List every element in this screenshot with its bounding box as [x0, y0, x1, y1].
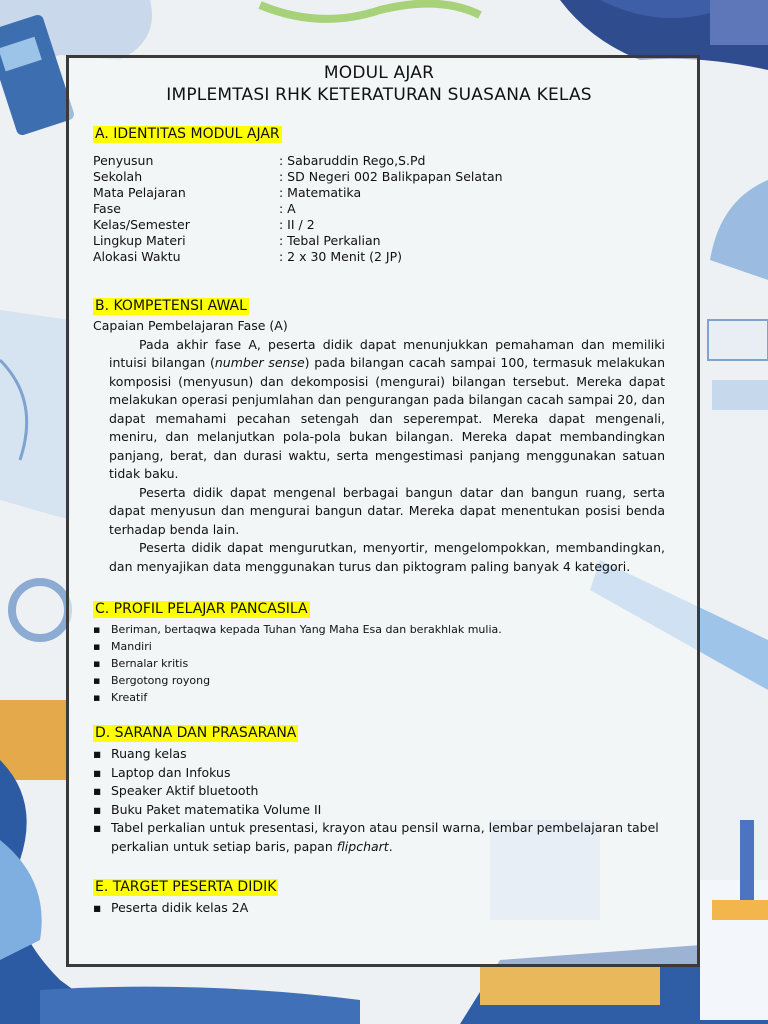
identity-row: [93, 249, 665, 265]
title-line-1: MODUL AJAR: [323, 63, 435, 83]
paragraph-1-emphasis: number sense: [214, 355, 305, 370]
paragraph-1-part-b: ) pada bilangan cacah sampai 100, termasuk melakukan komposisi (menyusun) dan dekomposisi (mengurai) bilangan tersebut. Mereka dapat melakukan operasi penjumlahan dan pengurangan pada bilangan cacah sampai 20, dan dapat memahami pecahan setengah dan seperempat. Mereka dapat mengenali, meniru, dan melanjutkan pola-pola bukan bilangan. Mereka dapat membandingkan panjang, berat, dan durasi waktu, serta mengestimasi panjang menggunakan satuan tidak baku.: [109, 355, 665, 481]
document-content: [93, 62, 665, 918]
section-target: [93, 876, 665, 918]
identity-row: [93, 185, 665, 201]
section-identitas: [93, 123, 665, 265]
list-item: ▪ Laptop dan Infokus: [93, 764, 665, 783]
target-list: [93, 899, 665, 918]
list-item-text: Tabel perkalian untuk presentasi, krayon atau pensil warna, lembar pembelajaran tabel perkalian untuk setiap baris, papan: [111, 820, 659, 854]
section-profil: [93, 598, 665, 706]
section-b-subheading: Capaian Pembelajaran Fase (A): [93, 318, 288, 333]
list-item: ▪ Beriman, bertaqwa kepada Tuhan Yang Maha Esa dan berakhlak mulia.: [93, 621, 665, 638]
identity-row: [93, 169, 665, 185]
paragraph-2: Peserta didik dapat mengenal berbagai bangun datar dan bangun ruang, serta dapat menyusun dan mengurai bangun datar. Mereka dapat menentukan posisi benda terhadap benda lain.: [109, 484, 665, 537]
section-c-heading: C. PROFIL PELAJAR PANCASILA: [95, 601, 308, 617]
row-value: : II / 2: [279, 217, 315, 232]
row-key: Lingkup Materi: [93, 233, 186, 248]
identity-row: [93, 153, 665, 169]
page-title: [93, 62, 665, 106]
list-item: ▪ Bergotong royong: [93, 672, 665, 689]
paragraph-1-part-a: Pada akhir fase A, peserta didik dapat menunjukkan pemahaman dan memiliki intuisi bilangan (: [109, 336, 665, 370]
row-value: : 2 x 30 Menit (2 JP): [279, 249, 403, 264]
row-value: : Sabaruddin Rego,S.Pd: [279, 153, 426, 168]
row-key: Alokasi Waktu: [93, 249, 181, 264]
list-item: ▪ Bernalar kritis: [93, 655, 665, 672]
section-kompetensi: [93, 295, 665, 576]
row-key: Penyusun: [93, 153, 154, 168]
identity-row: [93, 217, 665, 233]
sarana-list: [93, 745, 665, 856]
section-a-heading: A. IDENTITAS MODUL AJAR: [95, 126, 280, 142]
identity-row: [93, 201, 665, 217]
paragraph-1: [93, 336, 665, 484]
row-value: : Tebal Perkalian: [279, 233, 381, 248]
row-value: : SD Negeri 002 Balikpapan Selatan: [279, 169, 503, 184]
list-item: ▪ Ruang kelas: [93, 745, 665, 764]
row-key: Kelas/Semester: [93, 217, 190, 232]
list-item: ▪ Speaker Aktif bluetooth: [93, 782, 665, 801]
row-value: : Matematika: [279, 185, 362, 200]
row-key: Mata Pelajaran: [93, 185, 186, 200]
list-item: ▪ Mandiri: [93, 638, 665, 655]
identity-table: [93, 153, 665, 265]
row-value: : A: [279, 201, 296, 216]
list-item-emphasis: flipchart: [336, 838, 389, 854]
list-item: ▪ Peserta didik kelas 2A: [93, 899, 665, 918]
row-key: Fase: [93, 201, 121, 216]
identity-row: [93, 233, 665, 249]
list-item: [93, 819, 665, 856]
section-sarana: [93, 722, 665, 856]
profil-list: [93, 621, 665, 706]
section-e-heading: E. TARGET PESERTA DIDIK: [95, 879, 277, 895]
title-line-2: IMPLEMTASI RHK KETERATURAN SUASANA KELAS: [166, 85, 592, 105]
list-item: ▪ Kreatif: [93, 689, 665, 706]
section-b-heading: B. KOMPETENSI AWAL: [95, 298, 247, 314]
section-d-heading: D. SARANA DAN PRASARANA: [95, 725, 297, 741]
row-key: Sekolah: [93, 169, 143, 184]
list-item: ▪ Buku Paket matematika Volume II: [93, 801, 665, 820]
paragraph-3: Peserta didik dapat mengurutkan, menyortir, mengelompokkan, membandingkan, dan menyajikan data menggunakan turus dan piktogram paling banyak 4 kategori.: [109, 540, 665, 574]
list-item-text-end: .: [388, 838, 393, 854]
